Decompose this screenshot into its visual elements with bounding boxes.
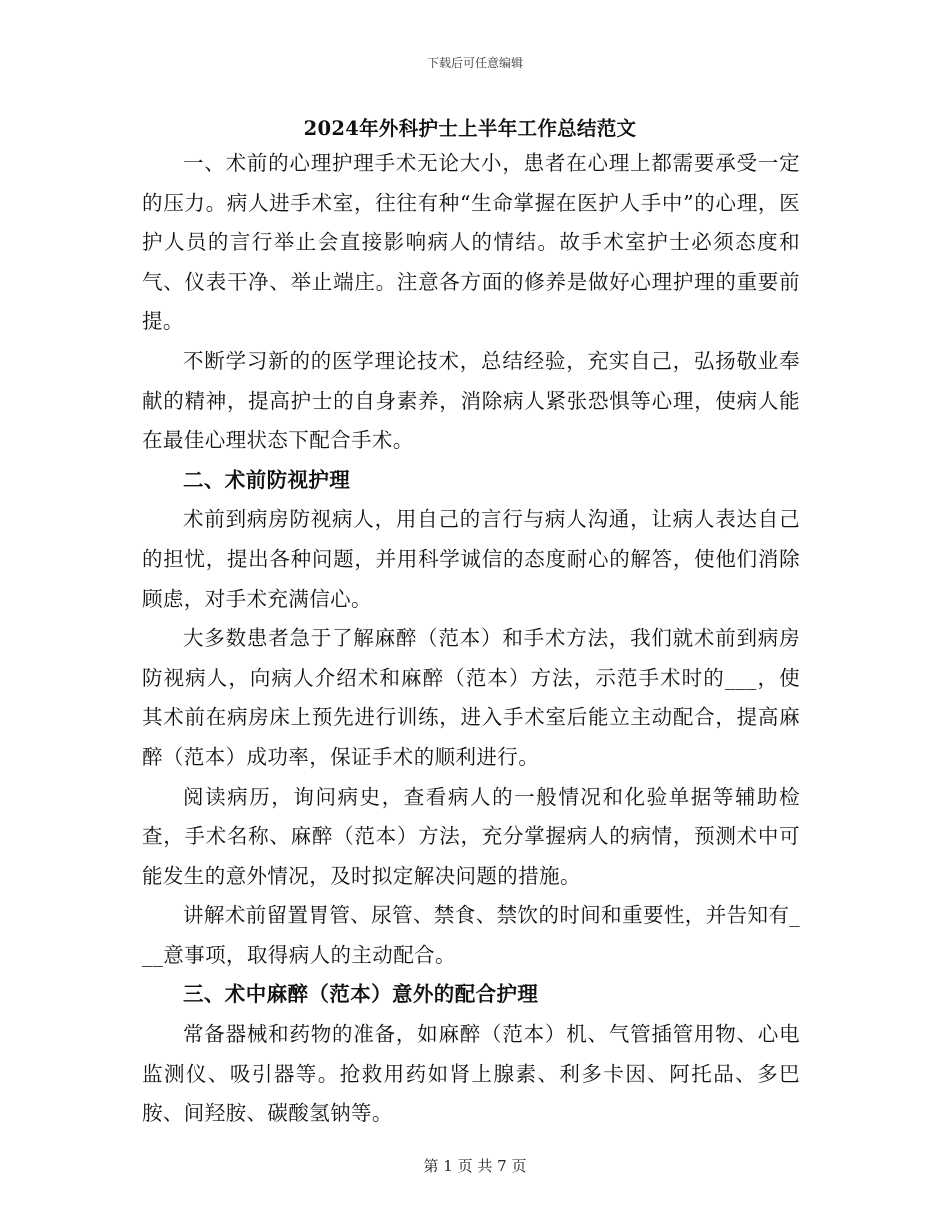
paragraph-continuous-learning: 不断学习新的的医学理论技术，总结经验，充实自己，弘扬敬业奉献的精神，提高护士的自身素养，消除病人紧张恐惧等心理，使病人能在最佳心理状态下配合手术。 (142, 348, 800, 453)
paragraph-equipment-prep: 常备器械和药物的准备，如麻醉（范本）机、气管插管用物、心电监测仪、吸引器等。抢救用药如肾上腺素、利多卡因、阿托品、多巴胺、间羟胺、碳酸氢钠等。 (142, 1022, 800, 1126)
document-title: 2024年外科护士上半年工作总结范文 (303, 117, 637, 140)
paragraph-medical-history: 阅读病历，询问病史，查看病人的一般情况和化验单据等辅助检查，手术名称、麻醉（范本）方法，充分掌握病人的病情，预测术中可能发生的意外情况，及时拟定解决问题的措施。 (142, 784, 800, 888)
page-header-note: 下载后可任意编辑 (426, 56, 523, 70)
document-body (142, 144, 800, 1134)
section-heading-preop-visit: 二、术前防视护理 (183, 467, 351, 492)
paragraph-ward-visit: 术前到病房防视病人，用自己的言行与病人沟通，让病人表达自己的担忧，提出各种问题，并用科学诚信的态度耐心的解答，使他们消除顾虑，对手术充满信心。 (142, 507, 800, 611)
paragraph-anesthesia-intro: 大多数患者急于了解麻醉（范本）和手术方法，我们就术前到病房防视病人，向病人介绍术和麻醉（范本）方法，示范手术时的___，使其术前在病房床上预先进行训练，进入手术室后能立主动配合，提高麻醉（范本）成功率，保证手术的顺利进行。 (142, 626, 800, 769)
section-heading-anesthesia-accident: 三、术中麻醉（范本）意外的配合护理 (183, 982, 539, 1007)
paragraph-fasting-explanation: 讲解术前留置胃管、尿管、禁食、禁饮的时间和重要性，并告知有___意事项，取得病人的主动配合。 (142, 903, 800, 967)
page-number-footer: 第 1 页 共 7 页 (423, 1157, 527, 1175)
paragraph-preop-psych-care: 一、术前的心理护理手术无论大小，患者在心理上都需要承受一定的压力。病人进手术室，往往有种“生命掌握在医护人手中”的心理，医护人员的言行举止会直接影响病人的情结。故手术室护士必须态度和气、仪表干净、举止端庄。注意各方面的修养是做好心理护理的重要前提。 (142, 151, 800, 334)
